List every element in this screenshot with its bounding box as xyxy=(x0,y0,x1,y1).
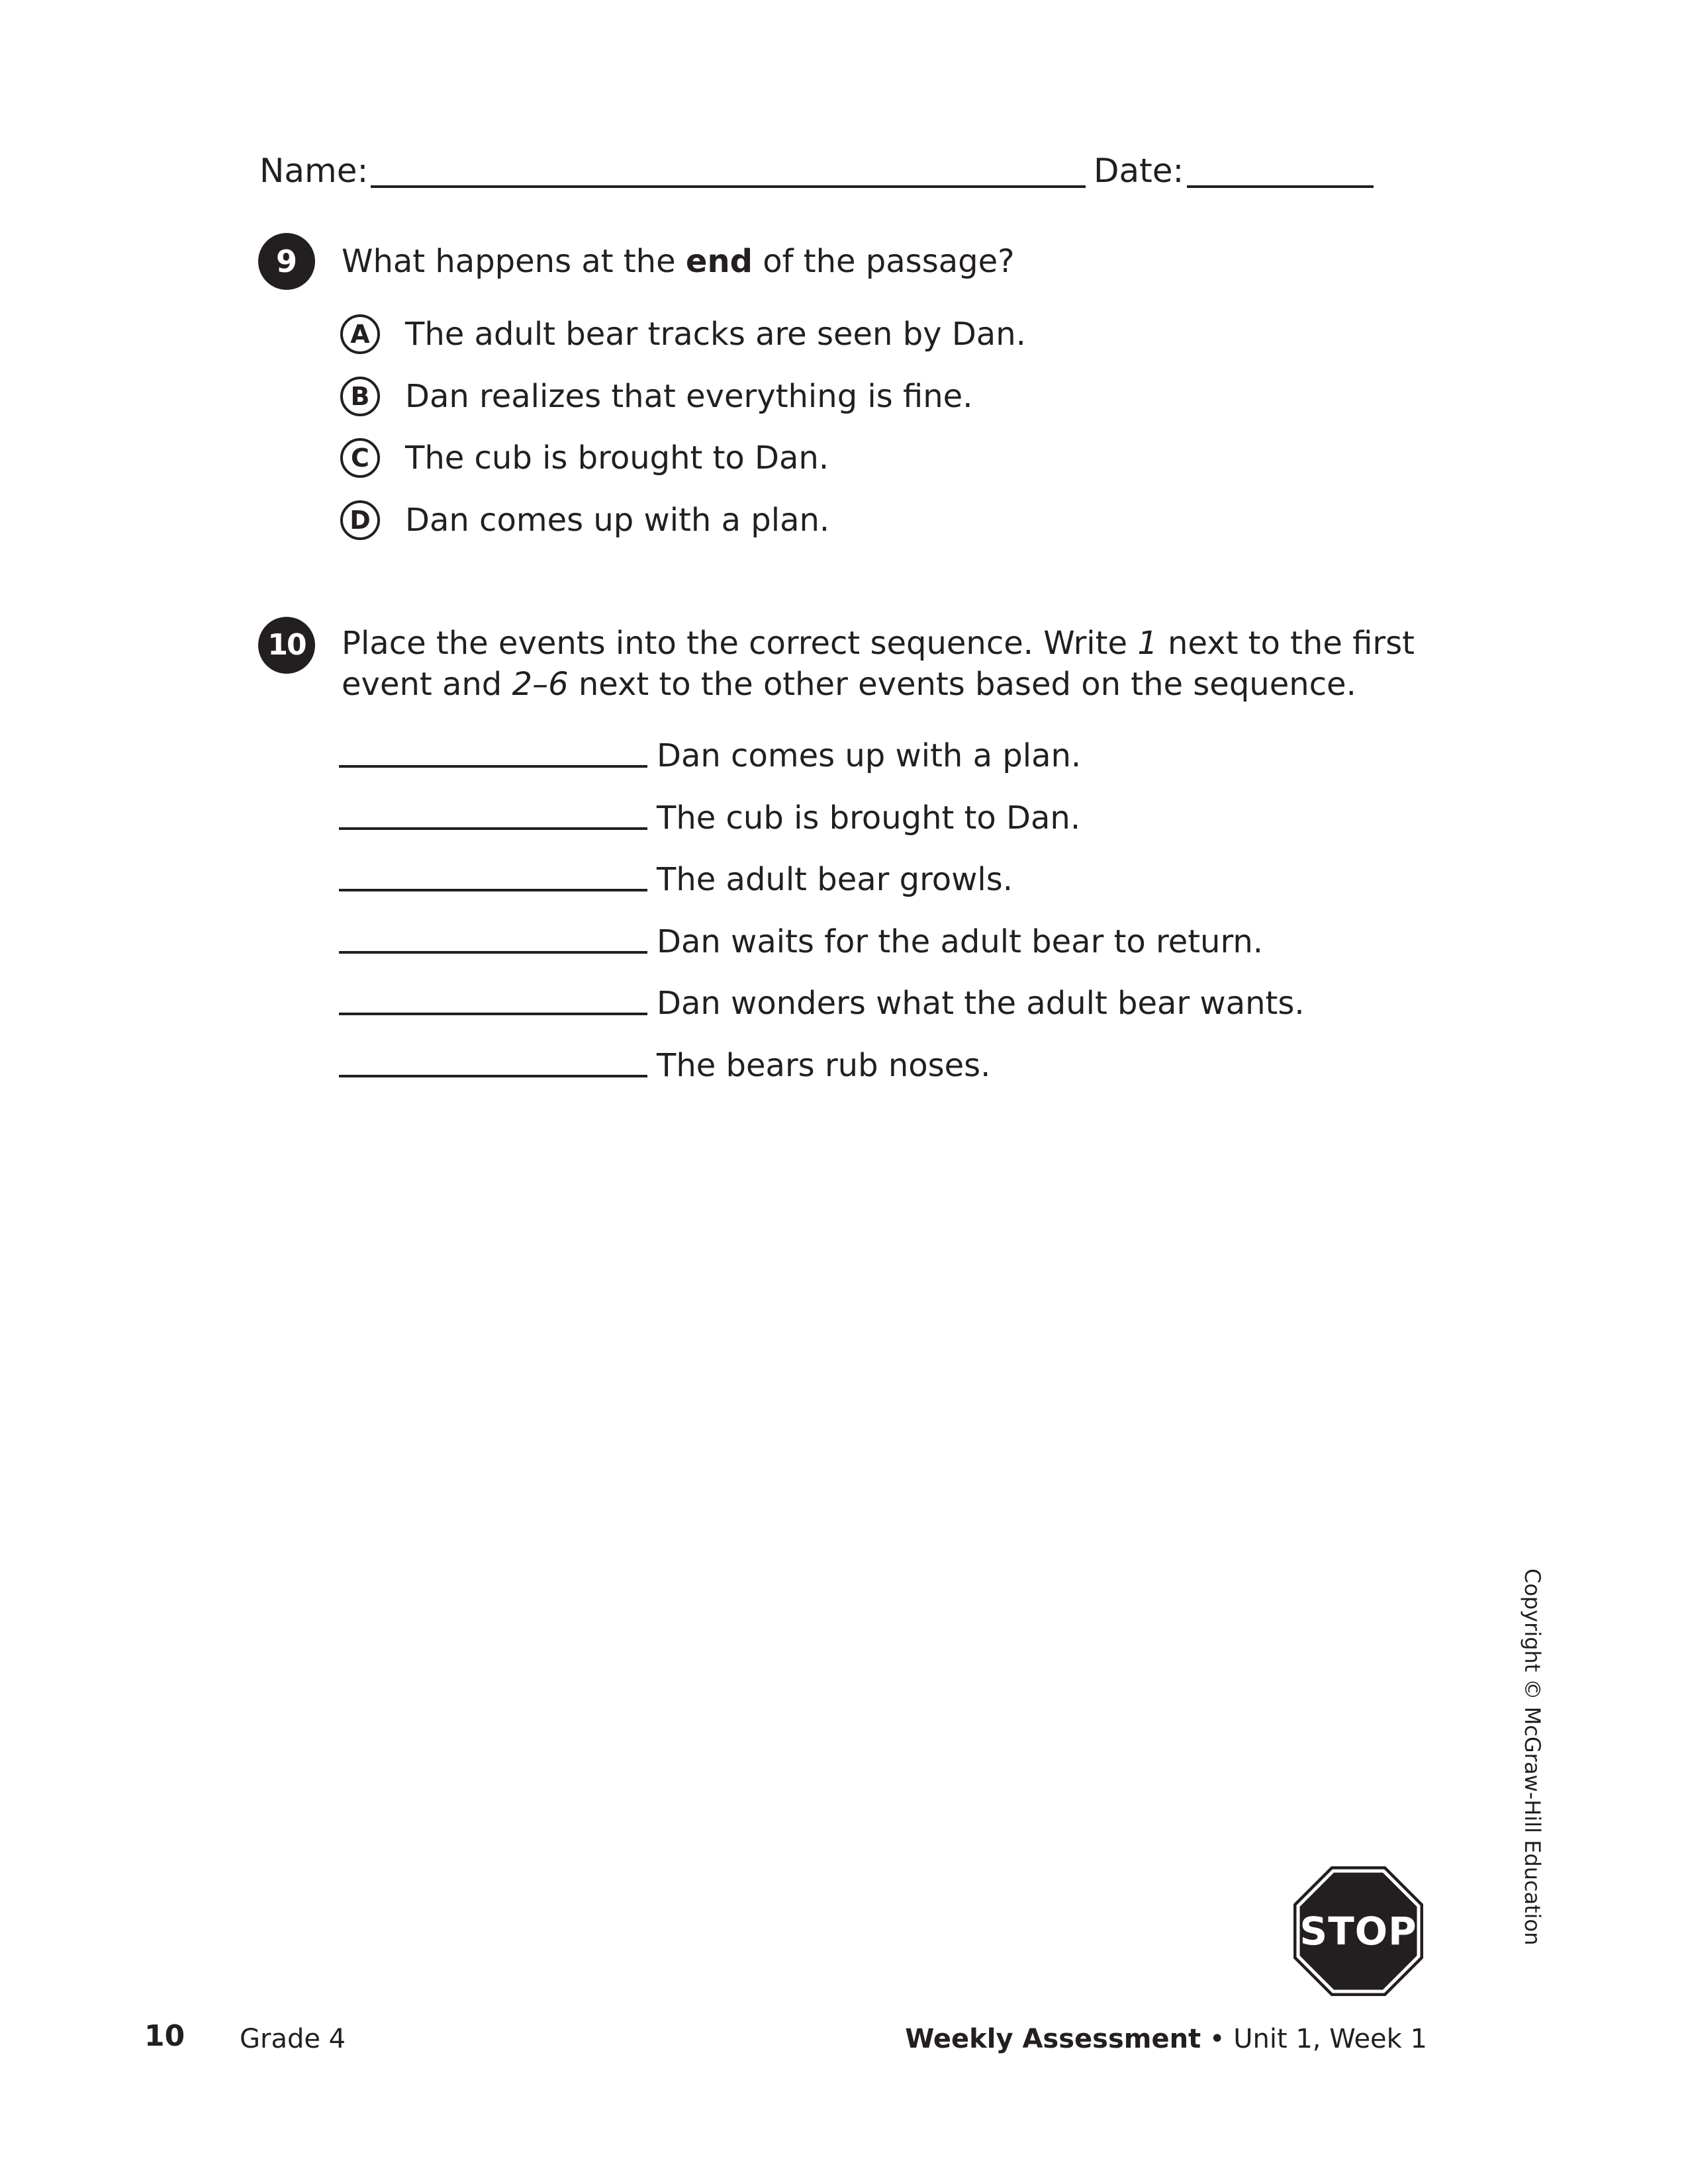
sequence-blank-6[interactable] xyxy=(339,1075,647,1077)
option-b-text: Dan realizes that everything is fine. xyxy=(405,378,973,415)
sequence-event-2: The cub is brought to Dan. xyxy=(657,799,1081,837)
assessment-label: Weekly Assessment • Unit 1, Week 1 xyxy=(905,2024,1427,2054)
page-number: 10 xyxy=(144,2019,185,2053)
option-a-text: The adult bear tracks are seen by Dan. xyxy=(405,316,1026,353)
question-10-prompt-line2: event and 2–6 next to the other events based on the sequence. xyxy=(342,666,1356,703)
option-a-bubble[interactable]: A xyxy=(340,314,380,354)
option-c-bubble[interactable]: C xyxy=(340,438,380,478)
copyright-notice: Copyright © McGraw-Hill Education xyxy=(1520,1569,1545,1946)
question-10-badge: 10 xyxy=(258,617,315,674)
sequence-blank-2[interactable] xyxy=(339,827,647,830)
question-9-badge: 9 xyxy=(258,233,315,290)
option-c-text: The cub is brought to Dan. xyxy=(405,439,829,477)
sequence-blank-1[interactable] xyxy=(339,765,647,768)
sequence-event-1: Dan comes up with a plan. xyxy=(657,737,1082,774)
sequence-blank-5[interactable] xyxy=(339,1013,647,1015)
name-label: Name: xyxy=(259,152,369,190)
stop-label: STOP xyxy=(1299,1909,1417,1954)
sequence-event-4: Dan waits for the adult bear to return. xyxy=(657,923,1264,960)
sequence-event-6: The bears rub noses. xyxy=(657,1047,991,1084)
question-9-prompt: What happens at the end of the passage? xyxy=(342,243,1015,280)
date-field[interactable] xyxy=(1187,185,1374,188)
option-d-bubble[interactable]: D xyxy=(340,500,380,540)
stop-sign xyxy=(1292,1865,1425,1997)
sequence-event-3: The adult bear growls. xyxy=(657,861,1013,898)
sequence-blank-3[interactable] xyxy=(339,889,647,891)
name-field[interactable] xyxy=(371,185,1086,188)
sequence-event-5: Dan wonders what the adult bear wants. xyxy=(657,985,1305,1022)
sequence-blank-4[interactable] xyxy=(339,951,647,954)
option-d-text: Dan comes up with a plan. xyxy=(405,502,830,539)
grade-label: Grade 4 xyxy=(240,2024,346,2054)
date-label: Date: xyxy=(1094,152,1184,190)
question-10-prompt-line1: Place the events into the correct sequence. Write 1 next to the first xyxy=(342,625,1415,662)
option-b-bubble[interactable]: B xyxy=(340,377,380,416)
